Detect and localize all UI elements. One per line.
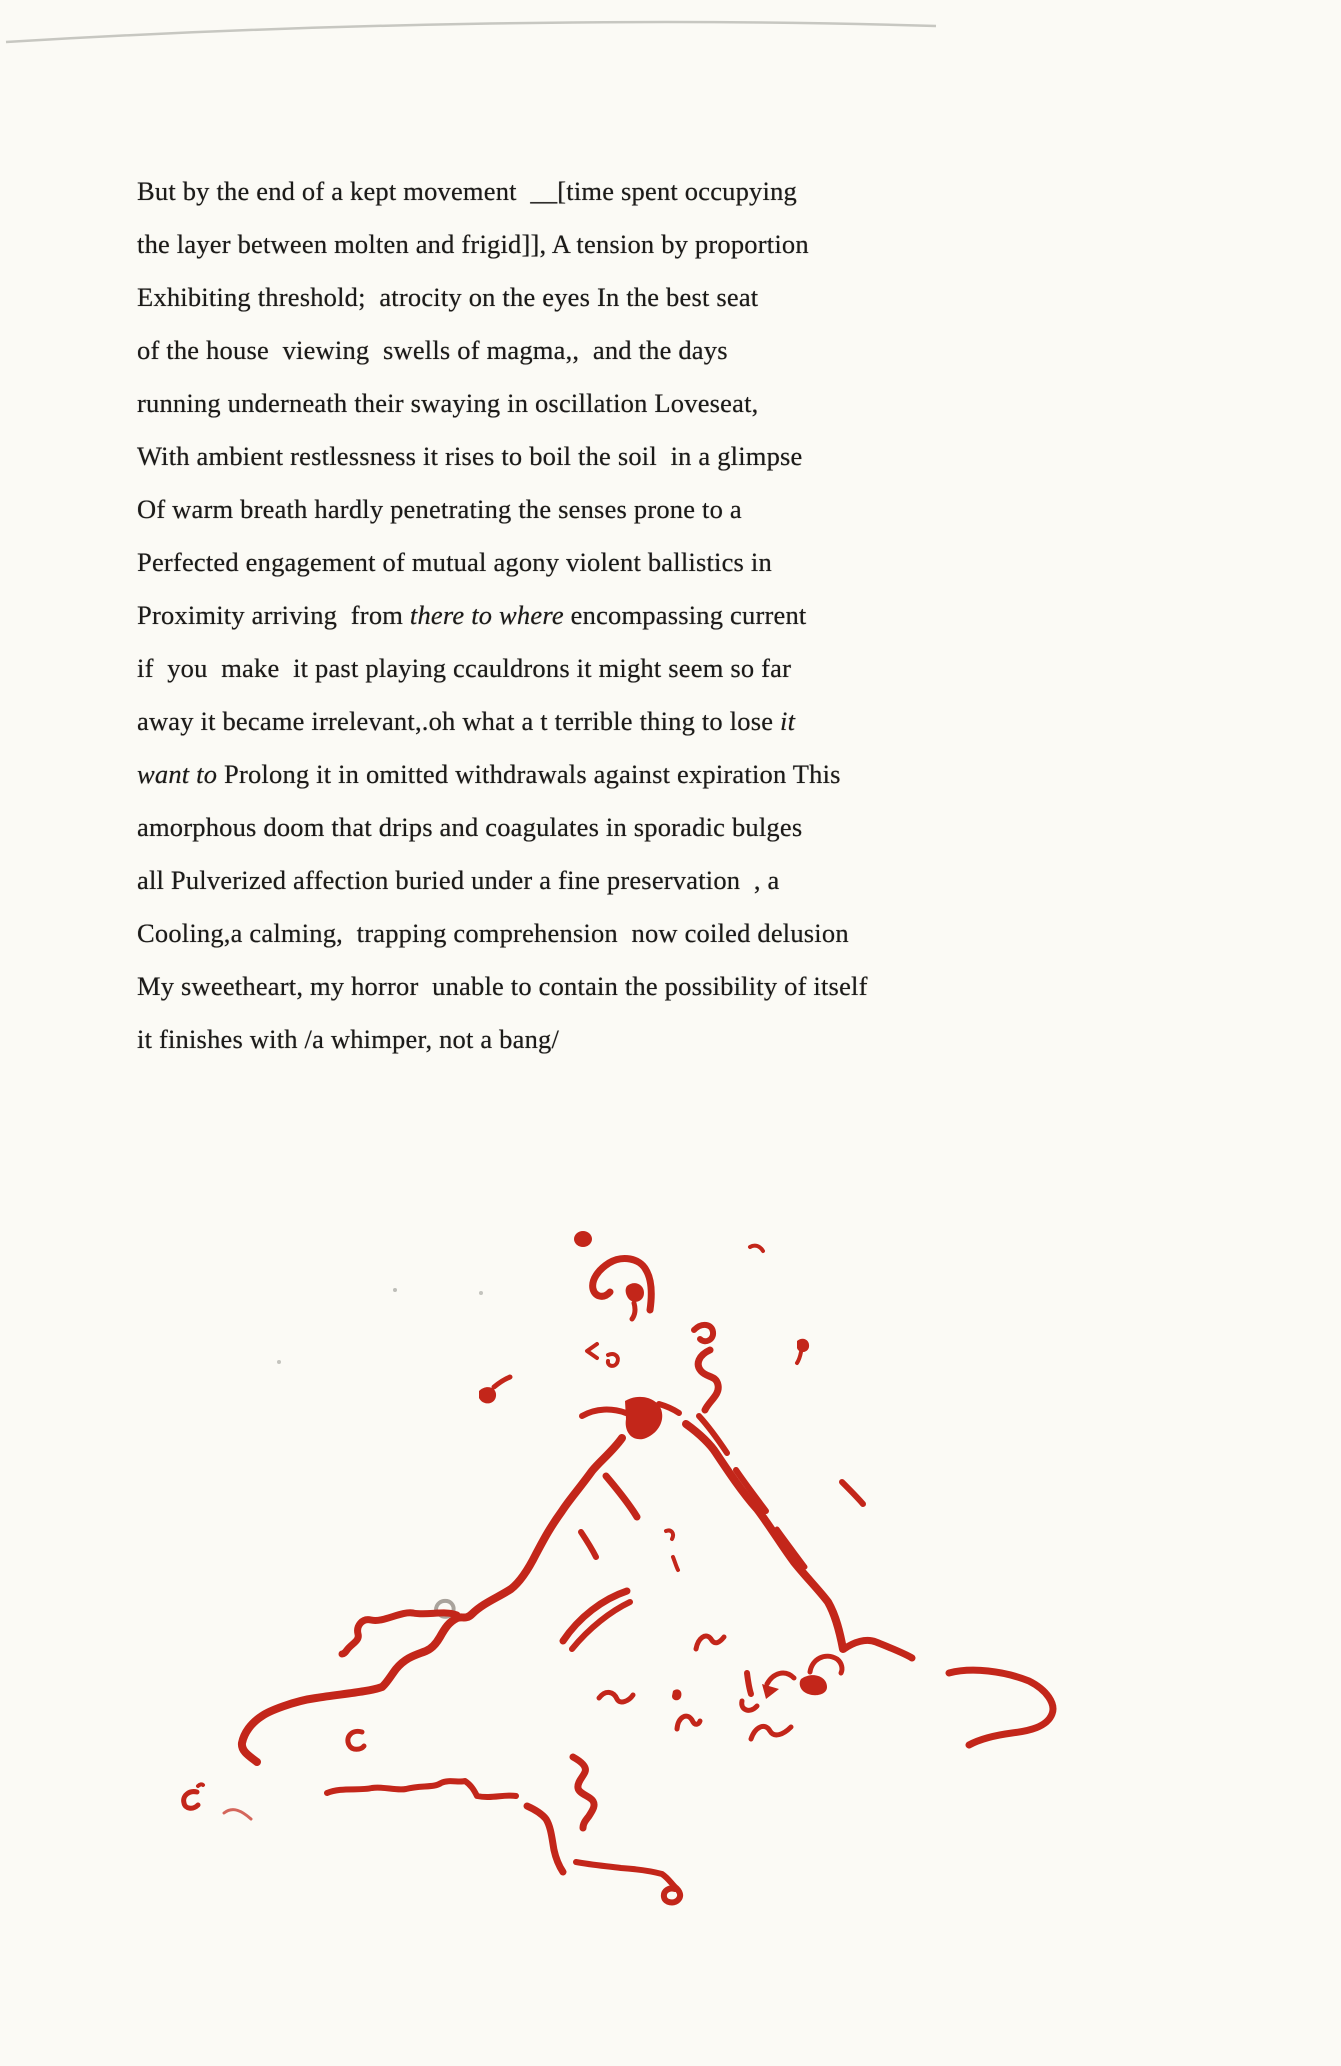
small-u-mark xyxy=(742,1701,757,1710)
poem-segment: it finishes with /a whimper, not a bang/ xyxy=(137,1024,560,1054)
poem-segment: all Pulverized affection buried under a fine preservation , a xyxy=(137,865,780,895)
inner-tiny-dash xyxy=(673,1557,678,1570)
poem-segment: Perfected engagement of mutual agony violent ballistics in xyxy=(137,547,772,577)
poem-segment: With ambient restlessness it rises to boil the soil in a glimpse xyxy=(137,441,803,471)
spark-comma-right xyxy=(797,1339,809,1352)
base-line-loop xyxy=(576,1862,680,1902)
cluster-zigzag xyxy=(767,1673,794,1684)
poem-italic-segment: want to xyxy=(137,759,218,789)
poem-segment: Prolong it in omitted withdrawals against expiration This xyxy=(217,759,841,789)
poem-segment: My sweetheart, my horror unable to contain the possibility of itself xyxy=(137,971,868,1001)
paper-speck-3 xyxy=(277,1360,281,1364)
far-left-curl-dot xyxy=(198,1784,203,1786)
eruption-dot xyxy=(574,1231,592,1247)
summit-right-arm xyxy=(659,1404,679,1413)
base-squiggle-left xyxy=(327,1781,516,1797)
squiggle-tilde xyxy=(599,1692,633,1702)
left-slope xyxy=(242,1438,622,1762)
poem-segment: Exhibiting threshold; atrocity on the eyes In the best seat xyxy=(137,282,759,312)
right-flank-dash xyxy=(842,1482,863,1504)
poem-segment: encompassing current xyxy=(563,600,807,630)
poem-segment: But by the end of a kept movement __[time spent occupying xyxy=(137,176,797,206)
spark-s-squiggle xyxy=(698,1350,718,1410)
summit-left-arm xyxy=(582,1410,626,1416)
small-n-mark xyxy=(677,1716,700,1729)
tiny-curl xyxy=(608,1354,618,1366)
poem-segment: amorphous doom that drips and coagulates in sporadic bulges xyxy=(137,812,803,842)
right-open-curve xyxy=(949,1670,1053,1745)
poem-segment: if you make it past playing ccauldrons it might seem so far xyxy=(137,653,792,683)
paper-speck-2 xyxy=(479,1291,483,1295)
vertical-s-wiggle xyxy=(573,1757,594,1828)
eruption-arc xyxy=(593,1259,652,1310)
eruption-comma-tail xyxy=(632,1303,635,1319)
cluster-wedge xyxy=(762,1684,779,1699)
poem-segment: Cooling,a calming, trapping comprehension now coiled delusion xyxy=(137,918,849,948)
poem-italic-segment: it xyxy=(780,706,796,736)
cluster-blob xyxy=(800,1675,827,1695)
inner-dash-a xyxy=(606,1476,637,1517)
poem-segment: the layer between molten and frigid]], A tension by proportion xyxy=(137,229,809,259)
comma-tail-left xyxy=(494,1377,510,1387)
poem-segment: Proximity arriving from xyxy=(137,600,410,630)
thin-hairline-dash xyxy=(224,1810,251,1819)
small-comma xyxy=(672,1689,681,1700)
small-c-mark xyxy=(348,1731,364,1749)
inner-dash-b xyxy=(581,1532,596,1557)
cluster-dash xyxy=(747,1673,751,1694)
spark-dash xyxy=(750,1246,763,1251)
small-s-wave xyxy=(751,1726,791,1739)
eruption-comma-blob xyxy=(626,1283,644,1302)
spark-curl xyxy=(694,1325,713,1341)
poem-segment: running underneath their swaying in oscillation Loveseat, xyxy=(137,388,759,418)
squiggle-n-wave xyxy=(696,1636,724,1649)
right-base-hook xyxy=(844,1640,912,1658)
right-slope-outer xyxy=(686,1424,843,1649)
paper-speck-1 xyxy=(393,1288,397,1292)
leaf-arc-upper xyxy=(563,1591,627,1641)
cluster-squiggle xyxy=(810,1656,842,1673)
poem-segment: Of warm breath hardly penetrating the senses prone to a xyxy=(137,494,742,524)
poem-segment: of the house viewing swells of magma,, and the days xyxy=(137,335,728,365)
poem-segment: away it became irrelevant,.oh what a t terrible thing to lose xyxy=(137,706,781,736)
base-squiggle-drop xyxy=(527,1806,563,1872)
leaf-arc-lower xyxy=(572,1602,630,1649)
chevron-mark xyxy=(587,1344,597,1358)
comma-blob-left xyxy=(479,1387,496,1403)
spark-comma-tail xyxy=(797,1352,801,1363)
scan-edge-line xyxy=(6,22,936,42)
poem-italic-segment: there to where xyxy=(409,600,564,630)
far-left-curl xyxy=(184,1792,198,1809)
inner-tiny-comma xyxy=(666,1530,673,1539)
